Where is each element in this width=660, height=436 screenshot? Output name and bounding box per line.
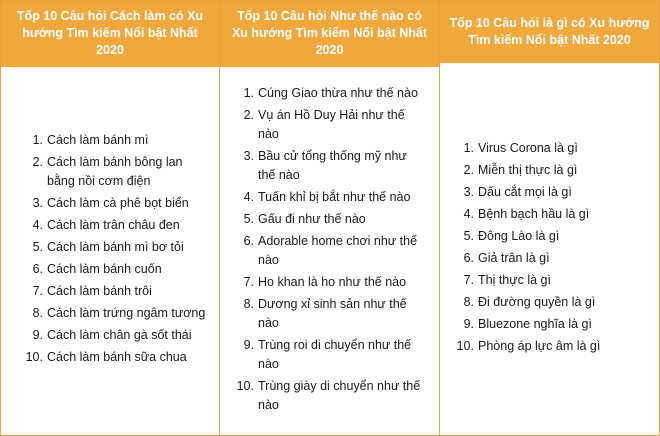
list-item-number: 8. [243, 296, 254, 311]
list-item-label: Gấu đi như thế nào [258, 211, 366, 226]
list-item-label: Phòng áp lực âm là gì [478, 339, 601, 353]
list-item [23, 238, 207, 257]
list-item [234, 188, 425, 207]
table-column-what-is [440, 0, 660, 436]
list-item-label: Bầu cử tổng thống mỹ như thế nào [258, 148, 407, 182]
list-item-label: Cách làm trân châu đen [47, 218, 180, 233]
list-item-number: 7. [463, 273, 474, 287]
list-item-number: 1. [32, 133, 43, 148]
list-item-label: Thị thực là gì [478, 273, 551, 287]
list-item-number: 3. [32, 196, 43, 211]
list-item [234, 106, 425, 144]
list-item-number: 2. [32, 155, 43, 170]
list-item-label: Cách làm bánh sữa chua [47, 350, 187, 365]
list-item-number: 5. [463, 229, 474, 243]
list-item-number: 10. [25, 350, 43, 365]
list-item [234, 336, 425, 374]
list-item-number: 10. [236, 378, 254, 393]
list-item [23, 304, 207, 323]
list-item [454, 227, 647, 246]
list-item-number: 7. [32, 284, 43, 299]
list-item [234, 84, 425, 103]
list-item-label: Bệnh bạch hầu là gì [478, 207, 590, 221]
list-item-label: Cách làm bánh mì [47, 133, 149, 148]
list-item-label: Trùng roi di chuyển như thế nào [258, 337, 412, 371]
list-item-label: Đi đường quyền là gì [478, 295, 596, 309]
list-item-label: Đông Lào là gì [478, 229, 560, 243]
list-item [454, 183, 647, 202]
list-item-number: 1. [243, 85, 254, 100]
list-item [23, 348, 207, 367]
list-item [454, 161, 647, 180]
list-item-label: Giả trân là gì [478, 251, 550, 265]
list-item-number: 6. [243, 233, 254, 248]
column-header: Tốp 10 Câu hỏi Như thế nào có Xu hướng Tìm kiếm Nổi bật Nhất 2020 [220, 1, 439, 67]
list-item [454, 139, 647, 158]
list-item [454, 337, 647, 356]
list-item-number: 6. [32, 262, 43, 277]
column-header: Tốp 10 Câu hỏi là gì có Xu hướng Tìm kiếm Nổi bật Nhất 2020 [440, 1, 659, 63]
list-item [23, 260, 207, 279]
list-item [454, 315, 647, 334]
list-item-number: 6. [463, 251, 474, 265]
list-item [234, 147, 425, 185]
column-body [220, 67, 439, 435]
list-item-number: 7. [243, 274, 254, 289]
list-item-label: Ho khan là ho như thế nào [258, 274, 407, 289]
list-item-number: 2. [243, 107, 254, 122]
list-what-is [444, 139, 653, 359]
list-item-label: Cách làm trứng ngâm tương [47, 306, 206, 321]
list-item-number: 3. [463, 185, 474, 199]
list-item-label: Trùng giày di chuyển như thế nào [258, 378, 421, 412]
list-how-to [5, 131, 213, 370]
list-item [454, 271, 647, 290]
list-item-number: 4. [32, 218, 43, 233]
list-item-number: 5. [243, 211, 254, 226]
column-body [1, 67, 219, 435]
list-item [234, 232, 425, 270]
list-item-label: Cách làm chân gà sốt thái [47, 328, 192, 343]
list-item-number: 8. [32, 306, 43, 321]
list-item-label: Tuấn khỉ bị bắt như thế nào [258, 189, 411, 204]
list-item [234, 273, 425, 292]
list-item [454, 293, 647, 312]
list-item-label: Miễn thị thực là gì [478, 163, 578, 177]
list-item [23, 216, 207, 235]
list-item-label: Dấu cắt mọi là gì [478, 185, 572, 199]
list-item-number: 2. [463, 163, 474, 177]
list-item-label: Bluezone nghĩa là gì [478, 317, 592, 331]
column-body [440, 63, 659, 435]
list-item-label: Cúng Giao thừa như thế nào [258, 85, 418, 100]
list-item-number: 10. [456, 339, 474, 353]
list-item-number: 1. [463, 141, 474, 155]
list-item-label: Dương xỉ sinh sản như thế nào [258, 296, 407, 330]
list-item-label: Vụ án Hồ Duy Hải như thế nào [258, 107, 405, 141]
list-item-number: 9. [243, 337, 254, 352]
list-item-label: Cách làm bánh mì bơ tỏi [47, 240, 184, 255]
list-item [234, 295, 425, 333]
list-item-number: 3. [243, 148, 254, 163]
list-item-label: Cách làm bánh cuốn [47, 262, 162, 277]
list-item-number: 4. [243, 189, 254, 204]
list-item [23, 326, 207, 345]
list-item-label: Cách làm bánh bông lan bằng nồi cơm điện [47, 155, 183, 189]
list-item-number: 9. [463, 317, 474, 331]
list-item-number: 5. [32, 240, 43, 255]
list-item-label: Cách làm cà phê bọt biển [47, 196, 189, 211]
list-item [23, 194, 207, 213]
list-item [23, 282, 207, 301]
list-item-number: 8. [463, 295, 474, 309]
table-column-how [220, 0, 440, 436]
list-how [224, 84, 433, 418]
list-item-number: 4. [463, 207, 474, 221]
list-item-label: Virus Corona là gì [478, 141, 578, 155]
list-item [454, 249, 647, 268]
list-item [234, 377, 425, 415]
list-item-label: Adorable home chơi như thế nào [258, 233, 418, 267]
list-item [23, 153, 207, 191]
list-item [23, 131, 207, 150]
list-item [234, 210, 425, 229]
column-header: Tốp 10 Câu hỏi Cách làm có Xu hướng Tìm kiếm Nổi bật Nhất 2020 [1, 1, 219, 67]
list-item [454, 205, 647, 224]
table-column-how-to [0, 0, 220, 436]
list-item-label: Cách làm bánh trôi [47, 284, 152, 299]
list-item-number: 9. [32, 328, 43, 343]
